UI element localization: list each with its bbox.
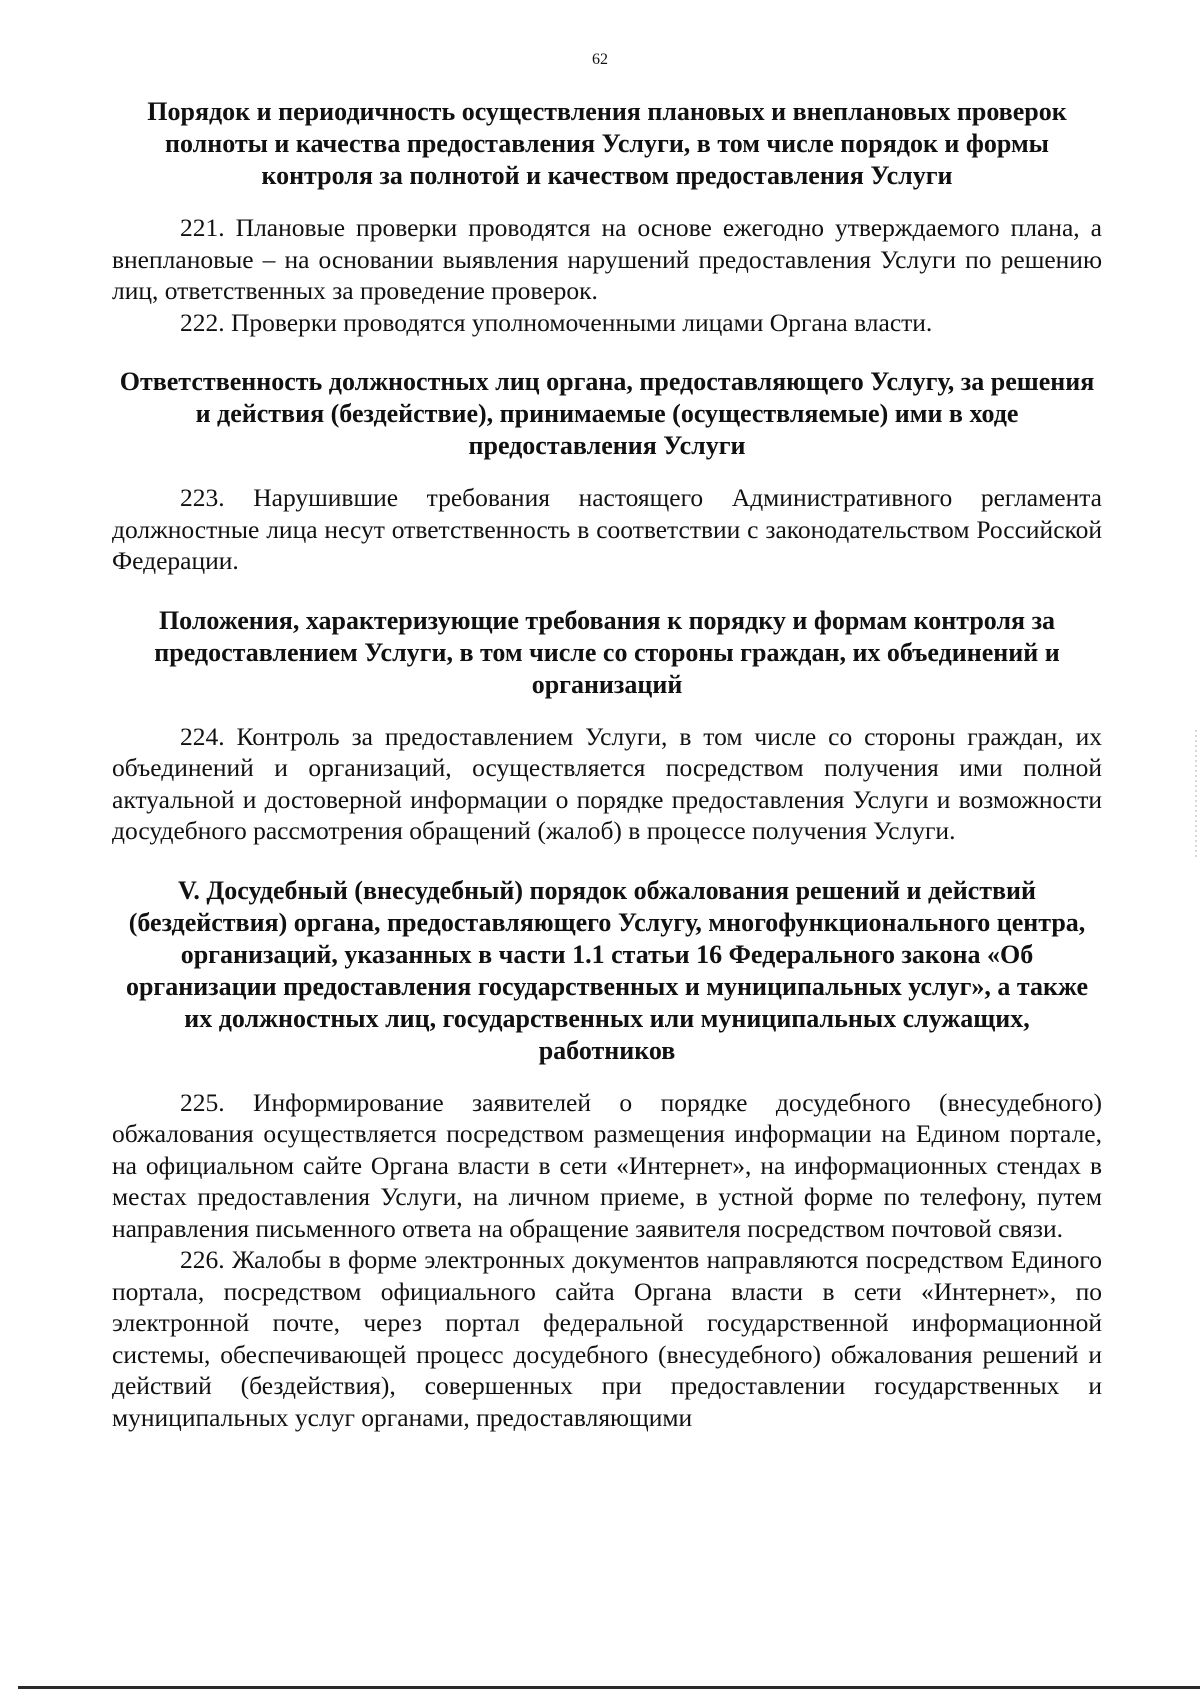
- paragraph-222: 222. Проверки проводятся уполномоченными лицами Органа власти.: [180, 307, 933, 337]
- paragraph-221: 221. Плановые проверки проводятся на основе ежегодно утверждаемого плана, а внеплановые – на основании выявления нарушений предоставления Услуги по решению лиц, ответственных за проведение проверок.: [112, 213, 1102, 305]
- section-heading-responsibility: Ответственность должностных лиц органа, предоставляющего Услугу, за решения и действия (бездействие), принимаемые (осуществляемые) ими в ходе предоставления Услуги: [119, 367, 1095, 460]
- paragraph-224: 224. Контроль за предоставлением Услуги, в том числе со стороны граждан, их объединений и организаций, осуществляется посредством получения ими полной актуальной и достоверной информации о порядке предоставления Услуги и возможности досудебного рассмотрения обращений (жалоб) в процессе получения Услуги.: [112, 721, 1102, 845]
- paragraph-226: 226. Жалобы в форме электронных документов направляются посредством Единого портала, посредством официального сайта Органа власти в сети «Интернет», по электронной почте, через портал федеральной государственной информационной системы, обеспечивающей процесс досудебного (внесудебного) обжалования решений и действий (бездействия), совершенных при предоставлении государственных и муниципальных услуг органами, предоставляющими: [112, 1245, 1102, 1432]
- document-body: [112, 96, 1102, 1433]
- scan-edge-mark: [1195, 730, 1197, 860]
- page-number: 62: [592, 51, 608, 68]
- section-heading-control-provisions: Положения, характеризующие требования к порядку и формам контроля за предоставлением Услуги, в том числе со стороны граждан, их объединений и организаций: [154, 605, 1060, 699]
- section-heading-appeal-procedure: V. Досудебный (внесудебный) порядок обжалования решений и действий (бездействия) органа, предоставляющего Услугу, многофункционального центра, организаций, указанных в части 1.1 статьи 16 Федерального закона «Об организации предоставления государственных и муниципальных услуг», а также их должностных лиц, государственных или муниципальных служащих, работников: [125, 875, 1089, 1065]
- paragraph-225: 225. Информирование заявителей о порядке досудебного (внесудебного) обжалования осуществляется посредством размещения информации на Едином портале, на официальном сайте Органа власти в сети «Интернет», на информационных стендах в местах предоставления Услуги, на личном приеме, в устной форме по телефону, путем направления письменного ответа на обращение заявителя посредством почтовой связи.: [112, 1087, 1102, 1243]
- paragraph-223: 223. Нарушившие требования настоящего Административного регламента должностные лица несут ответственность в соответствии с законодательством Российской Федерации.: [112, 483, 1102, 575]
- section-heading-inspections: Порядок и периодичность осуществления плановых и внеплановых проверок полноты и качества предоставления Услуги, в том числе порядок и формы контроля за полнотой и качеством предоставления Услуги: [147, 97, 1067, 190]
- bottom-scan-rule: [18, 1686, 1200, 1689]
